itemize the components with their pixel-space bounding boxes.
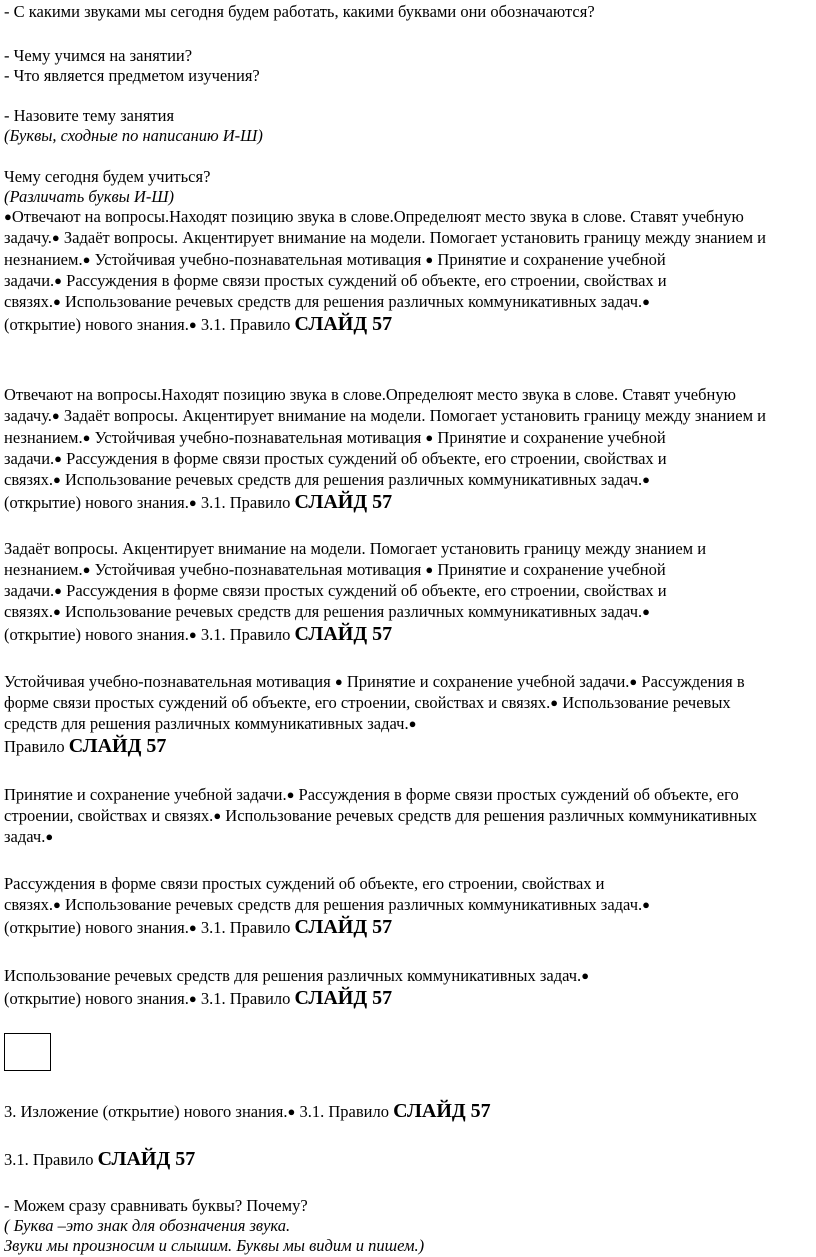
block2-line6: (открытие) нового знания.● 3.1. Правило СЛАЙД 57 — [4, 491, 393, 513]
block4-line2: форме связи простых суждений об объекте, его строении, свойствах и связях.● Использование речевых — [4, 693, 731, 712]
question-subject: - Что является предметом изучения? — [4, 66, 260, 85]
answer-line1: ( Буква –это знак для обозначения звука. — [4, 1216, 291, 1235]
block3-line4: связях.● Использование речевых средств для решения различных коммуникативных задач.● — [4, 602, 650, 621]
question-learn: - Чему учимся на занятии? — [4, 46, 193, 65]
question-sounds: - С какими звуками мы сегодня будем работать, какими буквами они обозначаются? — [4, 2, 595, 21]
block5-line2: строении, свойствах и связях.● Использование речевых средств для решения различных коммуникативных — [4, 806, 758, 825]
section-3-heading: 3. Изложение (открытие) нового знания.● 3.1. Правило СЛАЙД 57 — [4, 1100, 491, 1122]
block6-line1: Рассуждения в форме связи простых суждений об объекте, его строении, свойствах и — [4, 874, 605, 893]
block3-line2: незнанием.● Устойчивая учебно-познавательная мотивация ● Принятие и сохранение учебной — [4, 560, 666, 579]
topic-answer: (Буквы, сходные по написанию И-Ш) — [4, 126, 263, 145]
block4-line4: Правило СЛАЙД 57 — [4, 735, 167, 757]
block5-line3: задач.● — [4, 827, 54, 846]
block5-line1: Принятие и сохранение учебной задачи.● Рассуждения в форме связи простых суждений об объекте, его — [4, 785, 739, 804]
goal-answer: (Различать буквы И-Ш) — [4, 187, 175, 206]
block6-line3: (открытие) нового знания.● 3.1. Правило СЛАЙД 57 — [4, 916, 393, 938]
block1-line5: связях.● Использование речевых средств для решения различных коммуникативных задач.● — [4, 292, 650, 311]
block2-line4: задачи.● Рассуждения в форме связи простых суждений об объекте, его строении, свойствах и — [4, 449, 667, 468]
block3-line3: задачи.● Рассуждения в форме связи простых суждений об объекте, его строении, свойствах и — [4, 581, 667, 600]
question-goal: Чему сегодня будем учиться? — [4, 167, 211, 186]
question-compare: - Можем сразу сравнивать буквы? Почему? — [4, 1196, 308, 1215]
empty-box — [4, 1033, 51, 1071]
block3-line5: (открытие) нового знания.● 3.1. Правило СЛАЙД 57 — [4, 623, 393, 645]
block4-line3: средств для решения различных коммуникативных задач.● — [4, 714, 417, 733]
block1-line3: незнанием.● Устойчивая учебно-познавательная мотивация ● Принятие и сохранение учебной — [4, 250, 666, 269]
block2-line2: задачу.● Задаёт вопросы. Акцентирует внимание на модели. Помогает установить границу между знанием и — [4, 406, 766, 425]
block2-line3: незнанием.● Устойчивая учебно-познавательная мотивация ● Принятие и сохранение учебной — [4, 428, 666, 447]
block1-line2: задачу.● Задаёт вопросы. Акцентирует внимание на модели. Помогает установить границу между знанием и — [4, 228, 766, 247]
block1-line6: (открытие) нового знания.● 3.1. Правило СЛАЙД 57 — [4, 313, 393, 335]
block6-line2: связях.● Использование речевых средств для решения различных коммуникативных задач.● — [4, 895, 650, 914]
question-topic: - Назовите тему занятия — [4, 106, 175, 125]
block4-line1: Устойчивая учебно-познавательная мотивация ● Принятие и сохранение учебной задачи.● Рассуждения в — [4, 672, 745, 691]
block2-line5: связях.● Использование речевых средств для решения различных коммуникативных задач.● — [4, 470, 650, 489]
block1-line1: ●Отвечают на вопросы.Находят позицию звука в слове.Определюят место звука в слове. Ставят учебную — [4, 207, 744, 226]
block2-line1: Отвечают на вопросы.Находят позицию звука в слове.Определюят место звука в слове. Ставят учебную — [4, 385, 736, 404]
block7-line2: (открытие) нового знания.● 3.1. Правило СЛАЙД 57 — [4, 987, 393, 1009]
block3-line1: Задаёт вопросы. Акцентирует внимание на модели. Помогает установить границу между знанием и — [4, 539, 707, 558]
rule-3-1: 3.1. Правило СЛАЙД 57 — [4, 1148, 196, 1170]
block7-line1: Использование речевых средств для решения различных коммуникативных задач.● — [4, 966, 590, 985]
answer-line2: Звуки мы произносим и слышим. Буквы мы видим и пишем.) — [4, 1236, 425, 1255]
block1-line4: задачи.● Рассуждения в форме связи простых суждений об объекте, его строении, свойствах и — [4, 271, 667, 290]
